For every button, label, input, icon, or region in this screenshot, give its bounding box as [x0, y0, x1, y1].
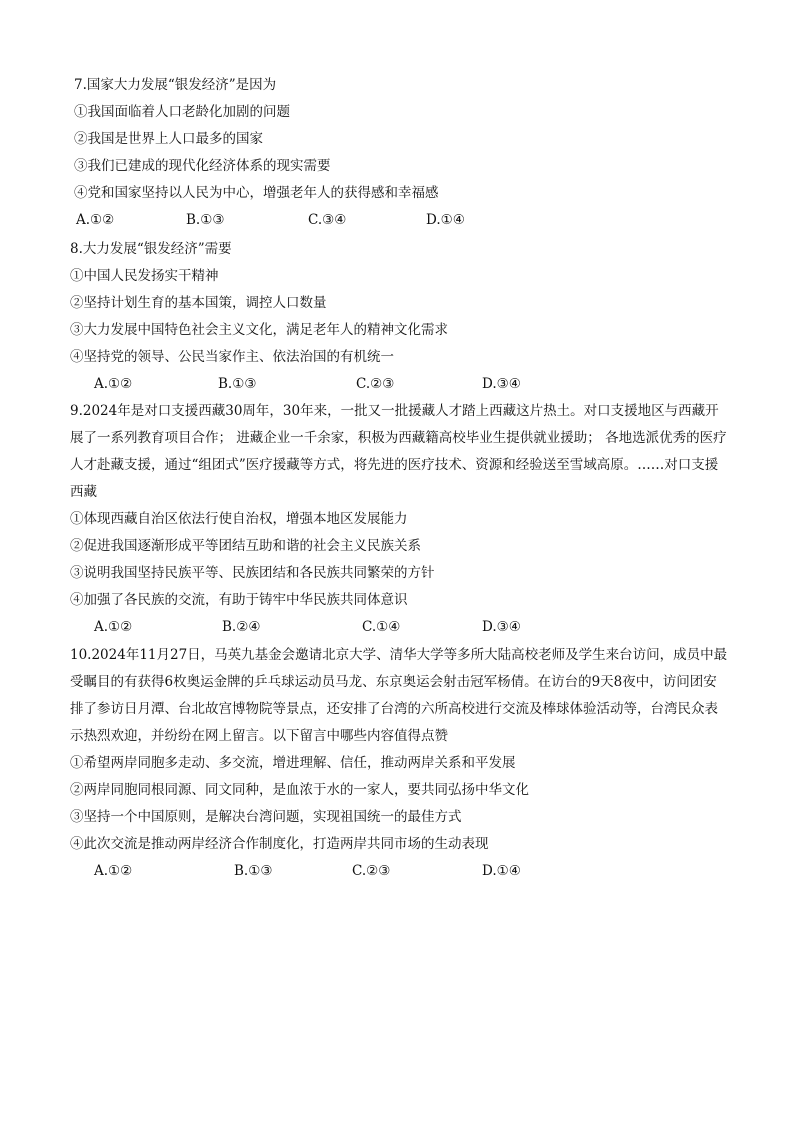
option-d: D.③④: [482, 619, 521, 635]
answer-options: [70, 371, 730, 398]
option-c: C.②③: [352, 863, 391, 879]
statement: ④此次交流是推动两岸经济合作制度化，打造两岸共同市场的生动表现: [70, 836, 489, 852]
question-stem: 10.2024年11月27日，马英九基金会邀请北京大学、清华大学等多所大陆高校老师及学生来台访问，成员中最受瞩目的有获得6枚奥运金牌的乒乓球运动员马龙、东京奥运会射击冠军杨倩。在访台的9天8夜中，访问团安排了参访日月潭、台北故宫博物院等景点，还安排了台湾的六所高校进行交流及棒球体验活动等，台湾民众表示热烈欢迎，并纷纷在网上留言。以下留言中哪些内容值得点赞: [70, 647, 728, 744]
statement: ①希望两岸同胞多走动、多交流，增进理解、信任，推动两岸关系和平发展: [70, 755, 516, 771]
statement: ③坚持一个中国原则，是解决台湾问题，实现祖国统一的最佳方式: [70, 809, 462, 825]
option-b: B.②④: [222, 619, 261, 635]
option-c: C.②③: [356, 376, 395, 392]
option-d: D.③④: [482, 376, 521, 392]
option-a: A.①②: [94, 863, 133, 879]
statement: ④党和国家坚持以人民为中心，增强老年人的获得感和幸福感: [74, 185, 439, 201]
answer-options: [70, 858, 730, 885]
statement: ①我国面临着人口老龄化加剧的问题: [74, 104, 290, 120]
question-stem: 7.国家大力发展“银发经济”是因为: [74, 77, 277, 93]
question-stem: 8.大力发展“银发经济”需要: [70, 241, 232, 257]
question-7: [74, 72, 734, 234]
option-b: B.①③: [218, 376, 257, 392]
statement: ③说明我国坚持民族平等、民族团结和各民族共同繁荣的方针: [70, 565, 435, 581]
statement: ①中国人民发扬实干精神: [70, 268, 219, 284]
option-b: B.①③: [186, 212, 225, 228]
statement: ④加强了各民族的交流，有助于铸牢中华民族共同体意识: [70, 592, 408, 608]
question-10: [70, 642, 730, 885]
statement: ④坚持党的领导、公民当家作主、依法治国的有机统一: [70, 349, 394, 365]
statement: ②促进我国逐渐形成平等团结互助和谐的社会主义民族关系: [70, 538, 421, 554]
option-a: A.①②: [76, 212, 115, 228]
option-a: A.①②: [94, 619, 133, 635]
statement: ③大力发展中国特色社会主义文化，满足老年人的精神文化需求: [70, 322, 448, 338]
statement: ③我们已建成的现代化经济体系的现实需要: [74, 158, 331, 174]
statement: ②坚持计划生育的基本国策，调控人口数量: [70, 295, 327, 311]
answer-options: [70, 614, 730, 641]
question-stem: 9.2024年是对口支援西藏30周年，30年来，一批又一批援藏人才踏上西藏这片热土。对口支援地区与西藏开展了一系列教育项目合作； 进藏企业一千余家，积极为西藏籍高校毕业生提供就业援助； 各地选派优秀的医疗人才赴藏支援，通过“组团式”医疗援藏等方式，将先进的医疗技术、资源和经验送至雪域高原。……对口支援西藏: [70, 403, 727, 500]
question-8: [70, 236, 730, 398]
option-a: A.①②: [94, 376, 133, 392]
question-9: [70, 398, 730, 641]
statement: ②两岸同胞同根同源、同文同种，是血浓于水的一家人，要共同弘扬中华文化: [70, 782, 529, 798]
option-d: D.①④: [426, 212, 465, 228]
option-c: C.①④: [362, 619, 401, 635]
statement: ②我国是世界上人口最多的国家: [74, 131, 263, 147]
option-c: C.③④: [308, 212, 347, 228]
option-b: B.①③: [234, 863, 273, 879]
statement: ①体现西藏自治区依法行使自治权，增强本地区发展能力: [70, 511, 408, 527]
option-d: D.①④: [482, 863, 521, 879]
answer-options: [74, 207, 734, 234]
